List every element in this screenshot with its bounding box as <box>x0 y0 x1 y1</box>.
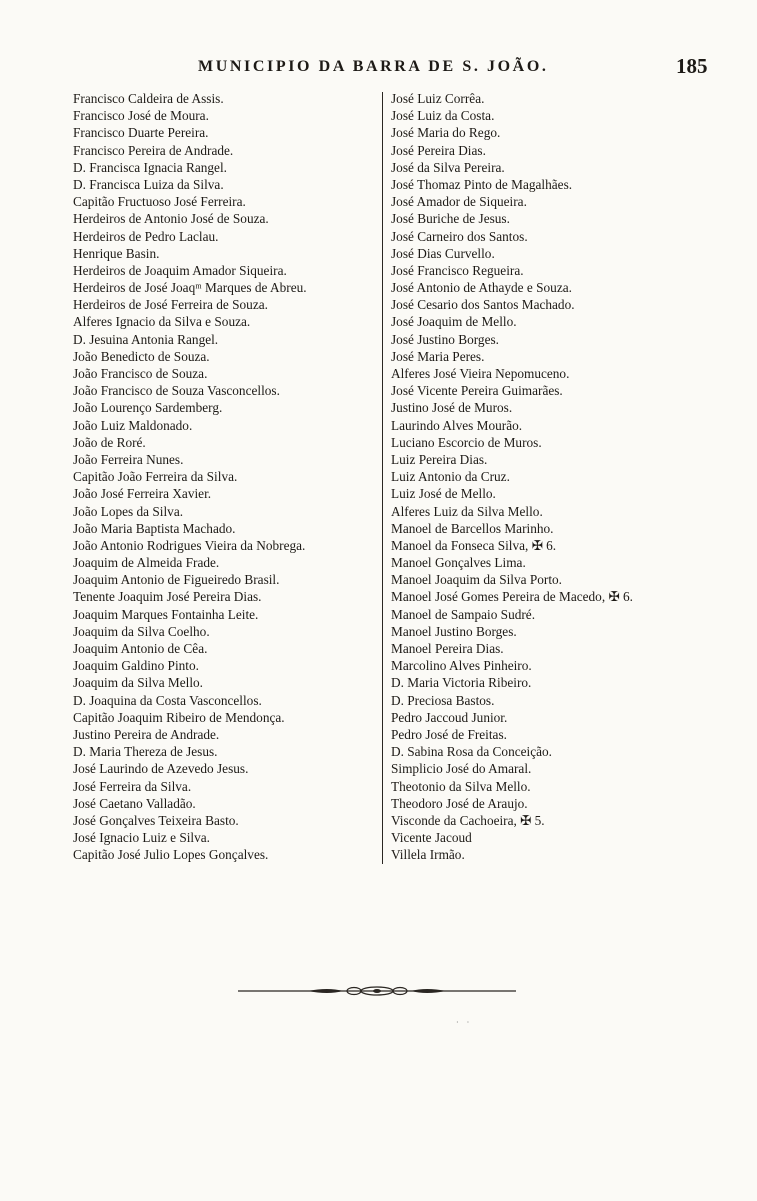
list-item: Justino Pereira de Andrade. <box>73 726 220 742</box>
list-item: José Buriche de Jesus. <box>391 211 510 227</box>
list-item: José Carneiro dos Santos. <box>391 228 528 244</box>
list-item: Capitão Joaquim Ribeiro de Mendonça. <box>73 709 285 725</box>
list-item: José Ferreira da Silva. <box>73 778 192 794</box>
list-item: Villela Irmão. <box>391 847 465 863</box>
list-item: D. Maria Thereza de Jesus. <box>73 744 218 760</box>
list-item: Manoel José Gomes Pereira de Macedo, ✠ 6. <box>391 589 633 605</box>
list-item: Manoel Pereira Dias. <box>391 641 504 656</box>
list-item: Joaquim Antonio de Cêa. <box>73 641 208 656</box>
list-item: Capitão Fructuoso José Ferreira. <box>73 194 246 210</box>
list-item: João Benedicto de Souza. <box>73 348 210 364</box>
list-item: José Justino Borges. <box>391 331 499 347</box>
list-item: D. Jesuina Antonia Rangel. <box>73 331 219 347</box>
list-item: D. Preciosa Bastos. <box>391 692 495 708</box>
list-item: José Maria do Rego. <box>391 125 501 141</box>
list-item: Marcolino Alves Pinheiro. <box>391 658 532 674</box>
list-item: João Luiz Maldonado. <box>73 417 193 433</box>
list-item: Pedro Jaccoud Junior. <box>391 709 508 725</box>
list-item: José Francisco Regueira. <box>391 262 524 278</box>
list-item: José Joaquim de Mello. <box>391 314 517 330</box>
list-item: Luiz Pereira Dias. <box>391 451 488 467</box>
list-item: Joaquim da Silva Coelho. <box>73 623 210 639</box>
list-item: José Cesario dos Santos Machado. <box>391 297 575 313</box>
right-column <box>384 90 704 863</box>
list-item: Francisco Duarte Pereira. <box>73 125 209 141</box>
list-item: Manoel Gonçalves Lima. <box>391 555 526 571</box>
list-item: Manoel Justino Borges. <box>391 623 517 639</box>
list-item: Francisco José de Moura. <box>73 108 209 124</box>
list-item: Luiz José de Mello. <box>391 486 496 502</box>
list-item: João Maria Baptista Machado. <box>73 520 236 536</box>
running-title: MUNICIPIO DA BARRA DE S. JOÃO. <box>198 58 549 75</box>
list-item: João de Roré. <box>73 434 146 450</box>
list-item: Laurindo Alves Mourão. <box>391 417 523 433</box>
list-item: Herdeiros de José Joaqᵐ Marques de Abreu. <box>73 280 307 296</box>
list-item: Manoel da Fonseca Silva, ✠ 6. <box>391 537 557 553</box>
left-column <box>73 90 383 863</box>
list-item: Manoel de Sampaio Sudré. <box>391 606 536 622</box>
list-item: Capitão João Ferreira da Silva. <box>73 469 238 485</box>
list-item: Alferes Luiz da Silva Mello. <box>391 503 543 519</box>
list-item: Visconde da Cachoeira, ✠ 5. <box>391 812 545 828</box>
list-item: João Francisco de Souza. <box>73 366 208 381</box>
list-item: Joaquim Antonio de Figueiredo Brasil. <box>73 572 280 588</box>
list-item: Herdeiros de José Ferreira de Souza. <box>73 297 268 313</box>
list-item: João José Ferreira Xavier. <box>73 486 212 502</box>
list-item: José Luiz da Costa. <box>391 108 495 124</box>
page-number: 185 <box>676 54 708 78</box>
list-item: José Gonçalves Teixeira Basto. <box>73 812 239 828</box>
list-item: José Laurindo de Azevedo Jesus. <box>73 761 249 777</box>
list-item: José Pereira Dias. <box>391 142 486 158</box>
list-item: Joaquim Galdino Pinto. <box>73 658 199 674</box>
list-item: Luciano Escorcio de Muros. <box>391 434 542 450</box>
list-item: D. Joaquina da Costa Vasconcellos. <box>73 692 262 708</box>
list-item: João Ferreira Nunes. <box>73 451 184 467</box>
list-item: Henrique Basin. <box>73 245 160 261</box>
list-item: José Dias Curvello. <box>391 245 495 261</box>
list-item: Theotonio da Silva Mello. <box>391 778 531 794</box>
list-item: José Luiz Corrêa. <box>391 91 485 106</box>
list-item: Francisco Caldeira de Assis. <box>73 91 224 106</box>
list-item: José Amador de Siqueira. <box>391 194 527 210</box>
list-item: Tenente Joaquim José Pereira Dias. <box>73 589 262 605</box>
list-item: Alferes José Vieira Nepomuceno. <box>391 366 570 381</box>
list-item: Luiz Antonio da Cruz. <box>391 469 510 485</box>
list-item: Justino José de Muros. <box>391 400 513 416</box>
list-item: José da Silva Pereira. <box>391 159 505 175</box>
list-item: João Francisco de Souza Vasconcellos. <box>73 383 280 399</box>
list-item: D. Maria Victoria Ribeiro. <box>391 675 532 691</box>
list-item: Manoel de Barcellos Marinho. <box>391 520 554 536</box>
list-item: Joaquim de Almeida Frade. <box>73 555 220 571</box>
list-item: Herdeiros de Antonio José de Souza. <box>73 211 269 227</box>
list-item: José Ignacio Luiz e Silva. <box>73 830 210 846</box>
list-item: José Vicente Pereira Guimarães. <box>391 383 563 399</box>
list-item: Vicente Jacoud <box>391 830 472 846</box>
list-item: João Lourenço Sardemberg. <box>73 400 223 416</box>
list-item: Francisco Pereira de Andrade. <box>73 142 234 158</box>
list-item: Theodoro José de Araujo. <box>391 795 528 811</box>
list-item: José Thomaz Pinto de Magalhães. <box>391 176 573 192</box>
list-item: Herdeiros de Pedro Laclau. <box>73 228 219 244</box>
print-specks: · · <box>456 1018 473 1027</box>
page-header <box>0 54 757 82</box>
list-item: D. Francisca Luiza da Silva. <box>73 176 224 192</box>
list-item: João Lopes da Silva. <box>73 503 184 519</box>
list-item: José Maria Peres. <box>391 348 485 364</box>
list-item: Joaquim da Silva Mello. <box>73 675 204 691</box>
list-item: D. Sabina Rosa da Conceição. <box>391 744 552 760</box>
list-item: Pedro José de Freitas. <box>391 726 507 742</box>
list-item: José Caetano Valladão. <box>73 795 196 811</box>
list-item: Simplicio José do Amaral. <box>391 761 532 777</box>
list-item: Alferes Ignacio da Silva e Souza. <box>73 314 251 330</box>
list-item: Manoel Joaquim da Silva Porto. <box>391 572 562 588</box>
list-item: José Antonio de Athayde e Souza. <box>391 280 572 296</box>
list-item: Joaquim Marques Fontainha Leite. <box>73 606 259 622</box>
list-item: Capitão José Julio Lopes Gonçalves. <box>73 847 269 863</box>
list-item: João Antonio Rodrigues Vieira da Nobrega. <box>73 537 306 553</box>
list-item: Herdeiros de Joaquim Amador Siqueira. <box>73 262 287 278</box>
decorative-ornament <box>238 981 516 1001</box>
list-item: D. Francisca Ignacia Rangel. <box>73 159 227 175</box>
